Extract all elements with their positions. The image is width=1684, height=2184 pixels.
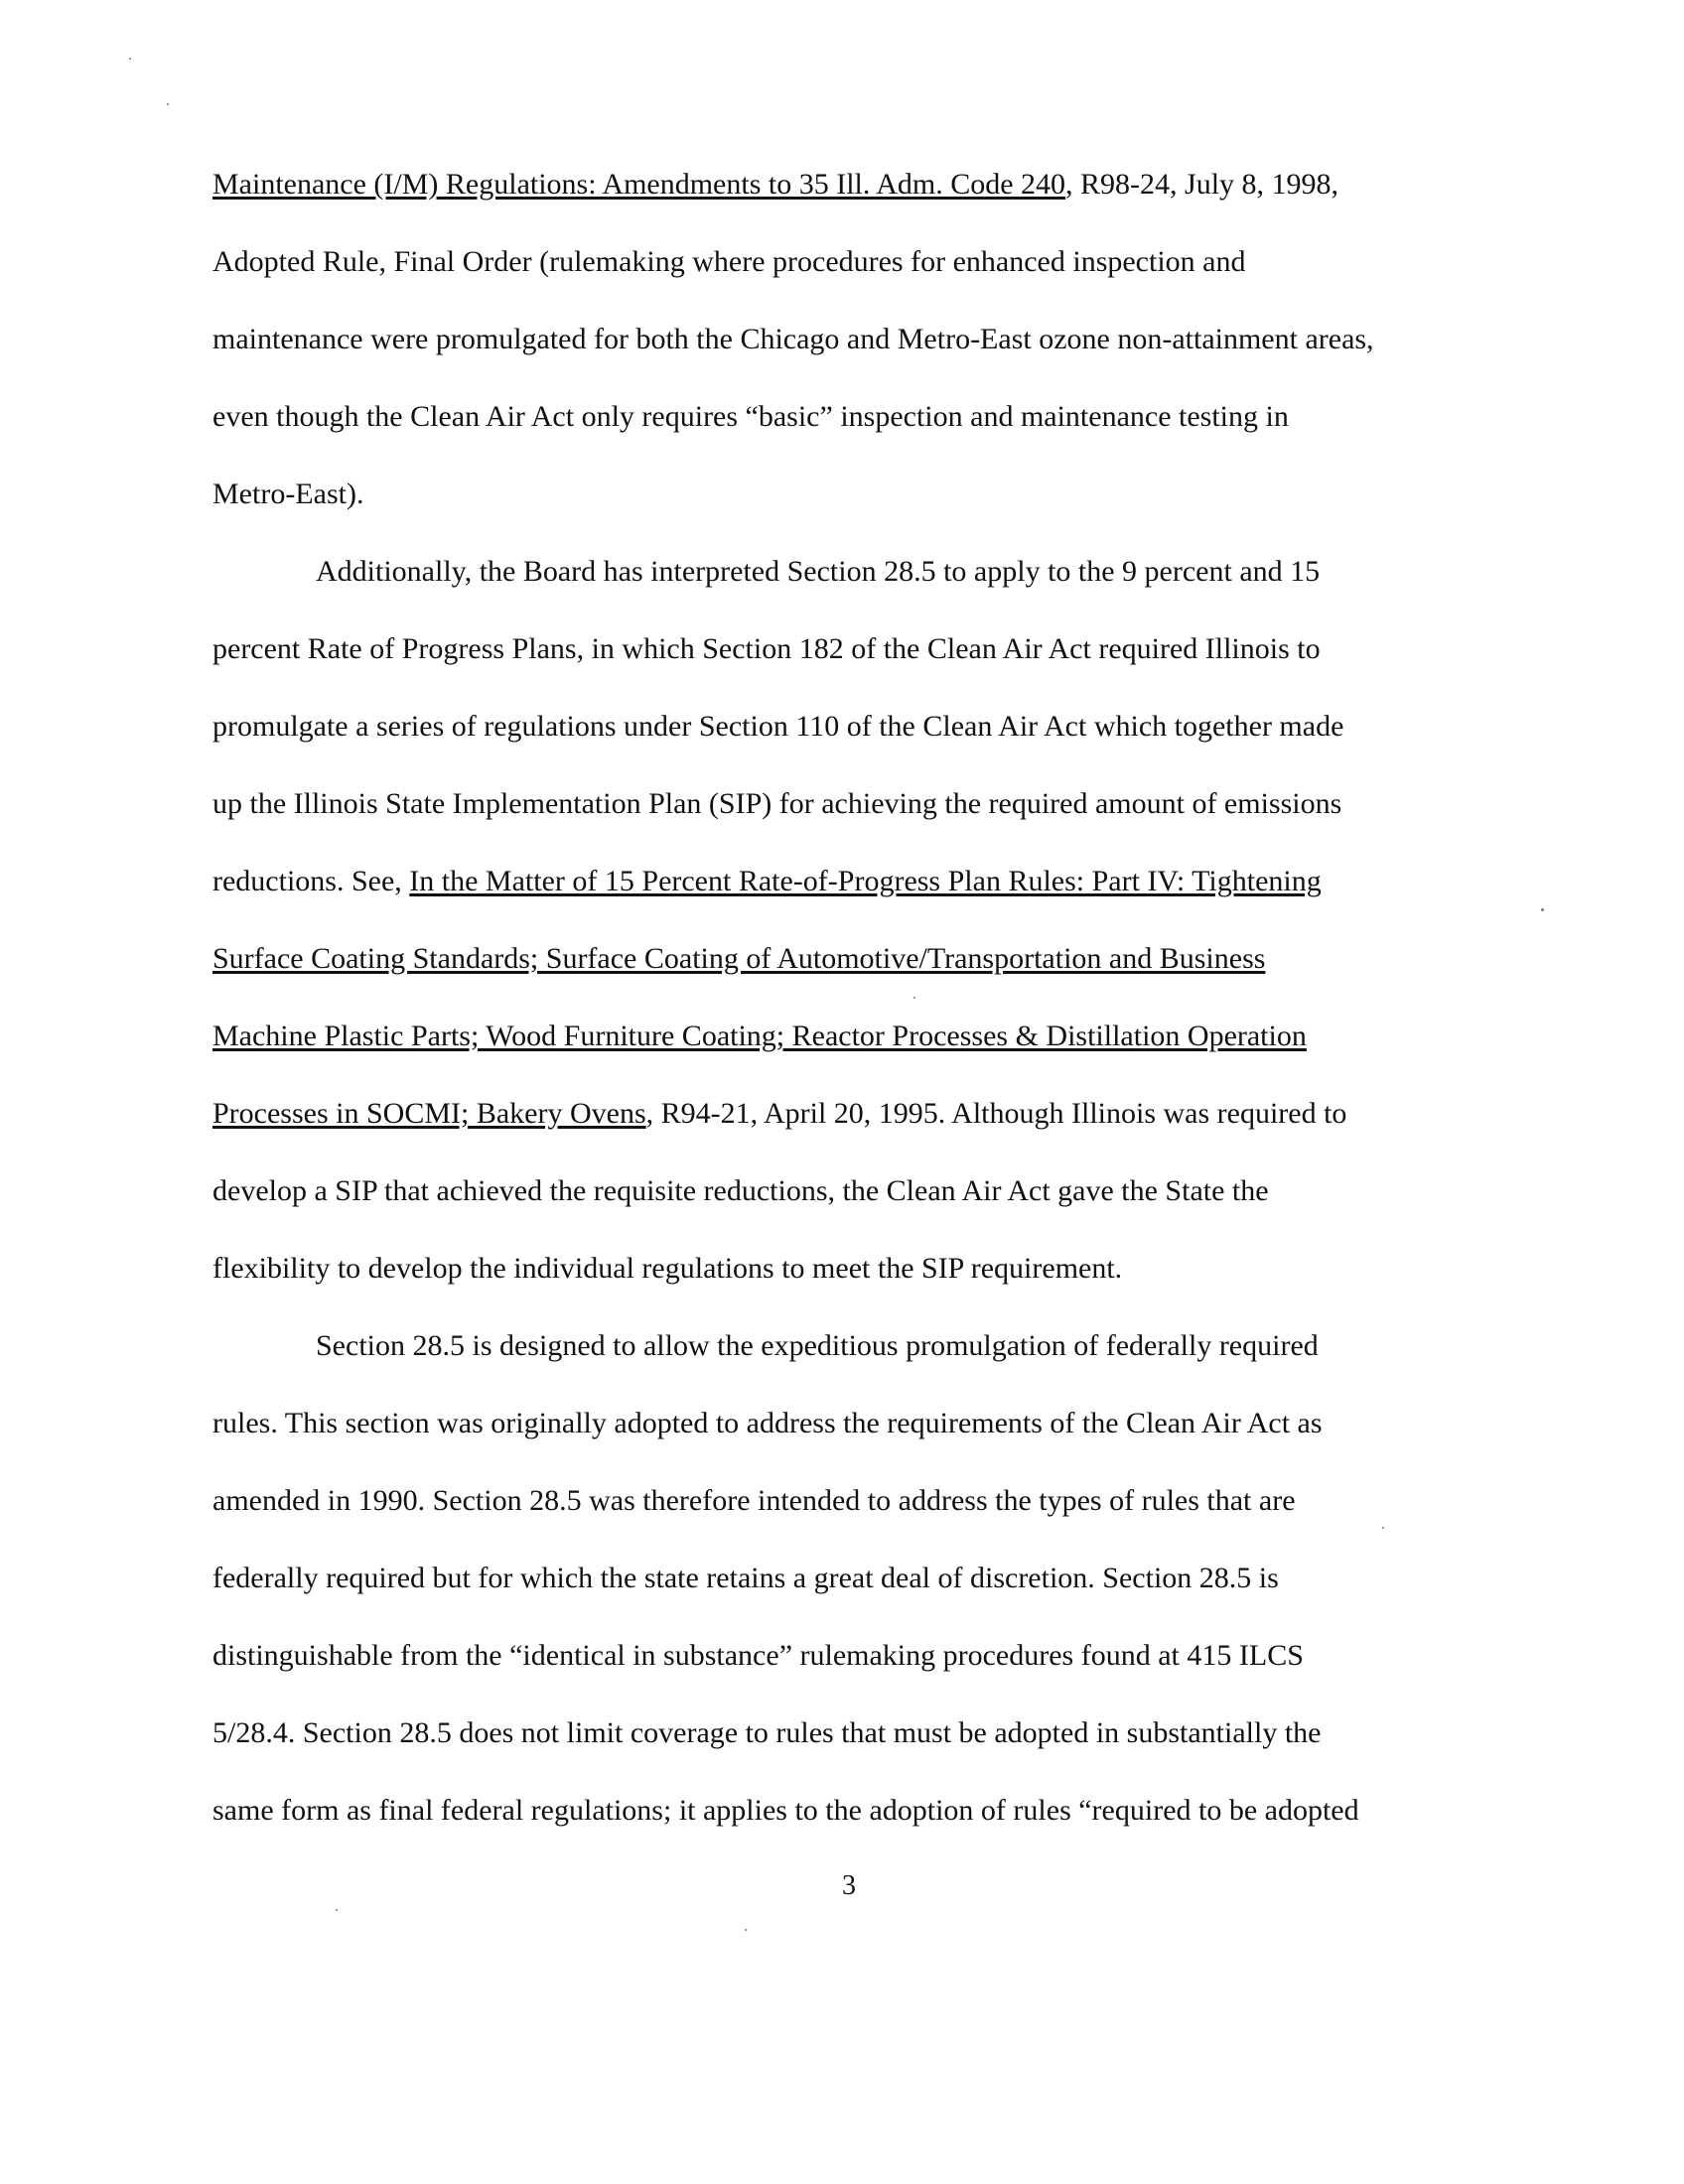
text-line (316, 552, 1607, 592)
text-line (212, 784, 1503, 824)
text-line (212, 1636, 1503, 1676)
text-line (212, 165, 1503, 205)
text-line (212, 1017, 1503, 1056)
text-line (212, 862, 1503, 901)
scan-speck (1541, 908, 1544, 911)
text-segment: reductions. See, (212, 865, 410, 897)
text-segment: maintenance were promulgated for both the Chicago and Metro-East ozone non-attainment areas, (212, 323, 1374, 355)
text-line (212, 475, 1503, 514)
scan-speck (913, 997, 915, 999)
citation-text: Machine Plastic Parts; Wood Furniture Coating; Reactor Processes & Distillation Operation (212, 1020, 1307, 1052)
scan-speck (745, 1929, 747, 1931)
text-segment: , R98-24, July 8, 1998, (1065, 168, 1339, 201)
text-line (212, 707, 1503, 747)
text-segment: rules. This section was originally adopted to address the requirements of the Clean Air Act as (212, 1407, 1323, 1439)
text-segment: develop a SIP that achieved the requisite reductions, the Clean Air Act gave the State the (212, 1174, 1269, 1207)
text-line (212, 397, 1503, 437)
citation-text: In the Matter of 15 Percent Rate-of-Progress Plan Rules: Part IV: Tightening (409, 865, 1322, 897)
scan-speck (1382, 1527, 1384, 1529)
text-segment: Additionally, the Board has interpreted Section 28.5 to apply to the 9 percent and 15 (316, 555, 1321, 588)
scan-speck (336, 1909, 338, 1911)
scan-speck (129, 58, 131, 60)
text-segment: percent Rate of Progress Plans, in which Section 182 of the Clean Air Act required Illinois to (212, 632, 1321, 665)
text-segment: distinguishable from the “identical in substance” rulemaking procedures found at 415 ILCS (212, 1639, 1304, 1672)
text-line (212, 320, 1503, 359)
scan-speck (167, 103, 169, 105)
text-line (212, 1481, 1503, 1521)
text-segment: Adopted Rule, Final Order (rulemaking where procedures for enhanced inspection and (212, 245, 1246, 278)
text-line (212, 242, 1503, 282)
citation-text: Processes in SOCMI; Bakery Ovens (212, 1097, 646, 1130)
citation-text: Surface Coating Standards; Surface Coating of Automotive/Transportation and Business (212, 942, 1266, 975)
text-segment: promulgate a series of regulations under Section 110 of the Clean Air Act which together made (212, 710, 1344, 743)
text-line (212, 1713, 1503, 1753)
citation-text: Maintenance (I/M) Regulations: Amendments to 35 Ill. Adm. Code 240 (212, 168, 1066, 201)
text-segment: same form as final federal regulations; it applies to the adoption of rules “required to be adopted (212, 1794, 1359, 1827)
text-line (212, 1559, 1503, 1598)
text-segment: Section 28.5 is designed to allow the expeditious promulgation of federally required (316, 1329, 1319, 1362)
text-segment: 5/28.4. Section 28.5 does not limit coverage to rules that must be adopted in substantially the (212, 1716, 1322, 1749)
text-line (316, 1326, 1607, 1366)
text-segment: Metro-East). (212, 478, 364, 510)
page-number: 3 (842, 1870, 856, 1901)
text-segment: amended in 1990. Section 28.5 was therefore intended to address the types of rules that are (212, 1484, 1296, 1517)
text-line (212, 1404, 1503, 1443)
text-line (212, 629, 1503, 669)
text-line (212, 1791, 1503, 1831)
text-segment: flexibility to develop the individual regulations to meet the SIP requirement. (212, 1252, 1123, 1285)
text-segment: , R94-21, April 20, 1995. Although Illinois was required to (645, 1097, 1347, 1130)
text-line (212, 1249, 1503, 1289)
text-line (212, 939, 1503, 979)
text-segment: up the Illinois State Implementation Plan (SIP) for achieving the required amount of emissions (212, 787, 1342, 820)
text-line (212, 1171, 1503, 1211)
text-segment: federally required but for which the state retains a great deal of discretion. Section 28.5 is (212, 1562, 1279, 1594)
text-line (212, 1094, 1503, 1134)
text-segment: even though the Clean Air Act only requires “basic” inspection and maintenance testing in (212, 400, 1289, 433)
